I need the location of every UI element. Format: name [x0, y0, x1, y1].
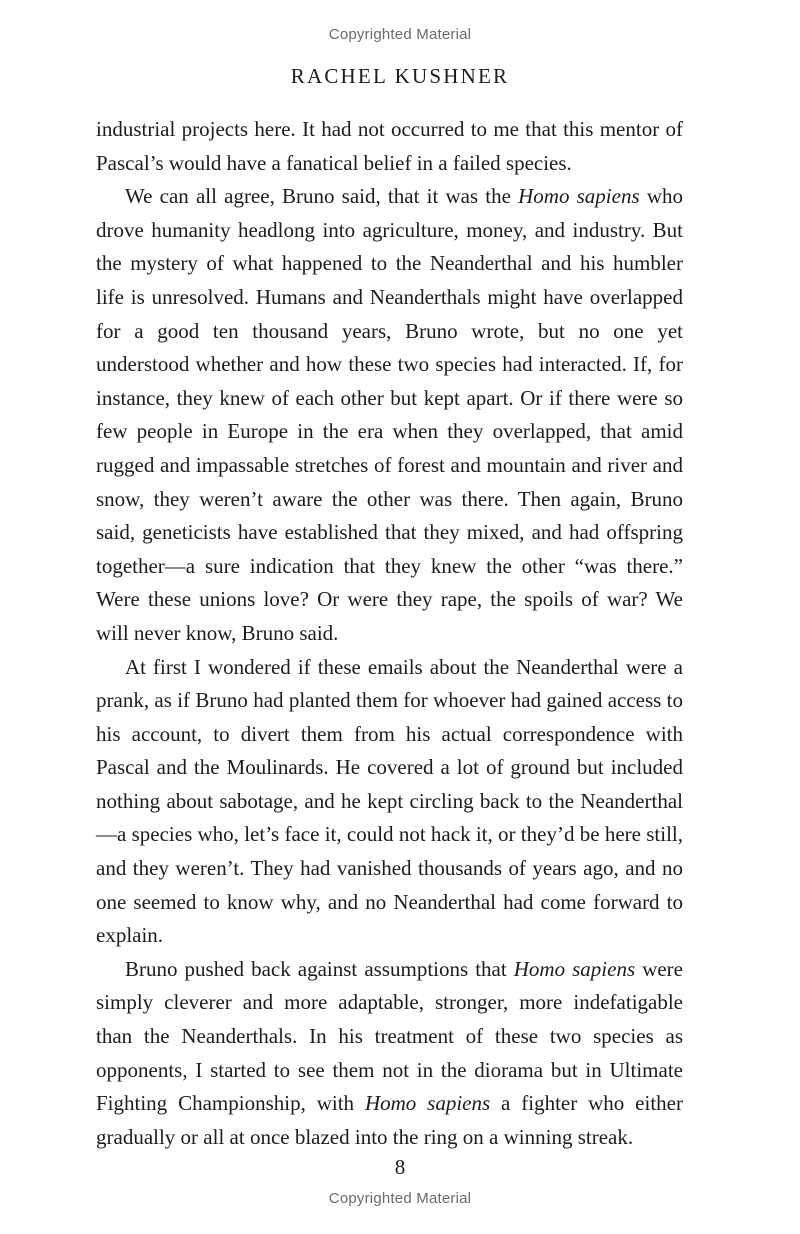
copyright-notice-top: Copyrighted Material: [328, 26, 472, 43]
page-number: 8: [394, 1155, 406, 1179]
paragraph-2-text-b: who drove humanity headlong into agriculture, money, and industry. But the mystery of what happened to the Neanderthal and his humbler life is unresolved. Humans and Neanderthals might have overlapped for a good ten thousand years, Bruno wrote, but no one yet understood whether and how these two species had interacted. If, for instance, they knew of each other but kept apart. Or if there were so few people in Europe in the era when they overlapped, that amid rugged and impassable stretches of forest and mountain and river and snow, they weren’t aware the other was there. Then again, Bruno said, geneticists have established that they mixed, and had offspring together—a sure indication that they knew the other “was there.” Were these unions love? Or were they rape, the spoils of war? We will never know, Bruno said.: [96, 184, 683, 645]
paragraph-4-italic-1: Homo sapiens: [513, 956, 636, 981]
paragraph-2: [96, 180, 683, 650]
paragraph-2-italic: Homo sapiens: [518, 184, 640, 209]
paragraph-4-text-a: Bruno pushed back against assumptions that: [125, 956, 514, 981]
paragraph-4-text-c: a fighter who either gradually or all at once blazed into the ring on a winning streak.: [96, 1091, 683, 1149]
paragraph-4-italic-2: Homo sapiens: [364, 1091, 491, 1116]
paragraph-2-text-a: We can all agree, Bruno said, that it was the: [125, 184, 519, 209]
paragraph-4-text-b: were simply cleverer and more adaptable, stronger, more indefatigable than the Neanderthals. In his treatment of these two species as opponents, I started to see them not in the diorama but in Ultimate Fighting Championship, with: [96, 956, 683, 1116]
paragraph-3: At first I wondered if these emails about the Neanderthal were a prank, as if Bruno had planted them for whoever had gained access to his account, to divert them from his actual correspondence with Pascal and the Moulinards. He covered a lot of ground but included nothing about sabotage, and he kept circling back to the Neanderthal—a species who, let’s face it, could not hack it, or they’d be here still, and they weren’t. They had vanished thousands of years ago, and no one seemed to know why, and no Neanderthal had come forward to explain.: [96, 654, 683, 948]
paragraph-1: industrial projects here. It had not occurred to me that this mentor of Pascal’s would have a fanatical belief in a failed species.: [96, 117, 683, 175]
body-text: [96, 113, 683, 1154]
copyright-notice-bottom: Copyrighted Material: [328, 1190, 472, 1207]
paragraph-4: [96, 953, 683, 1155]
running-head-author: RACHEL KUSHNER: [290, 64, 510, 88]
